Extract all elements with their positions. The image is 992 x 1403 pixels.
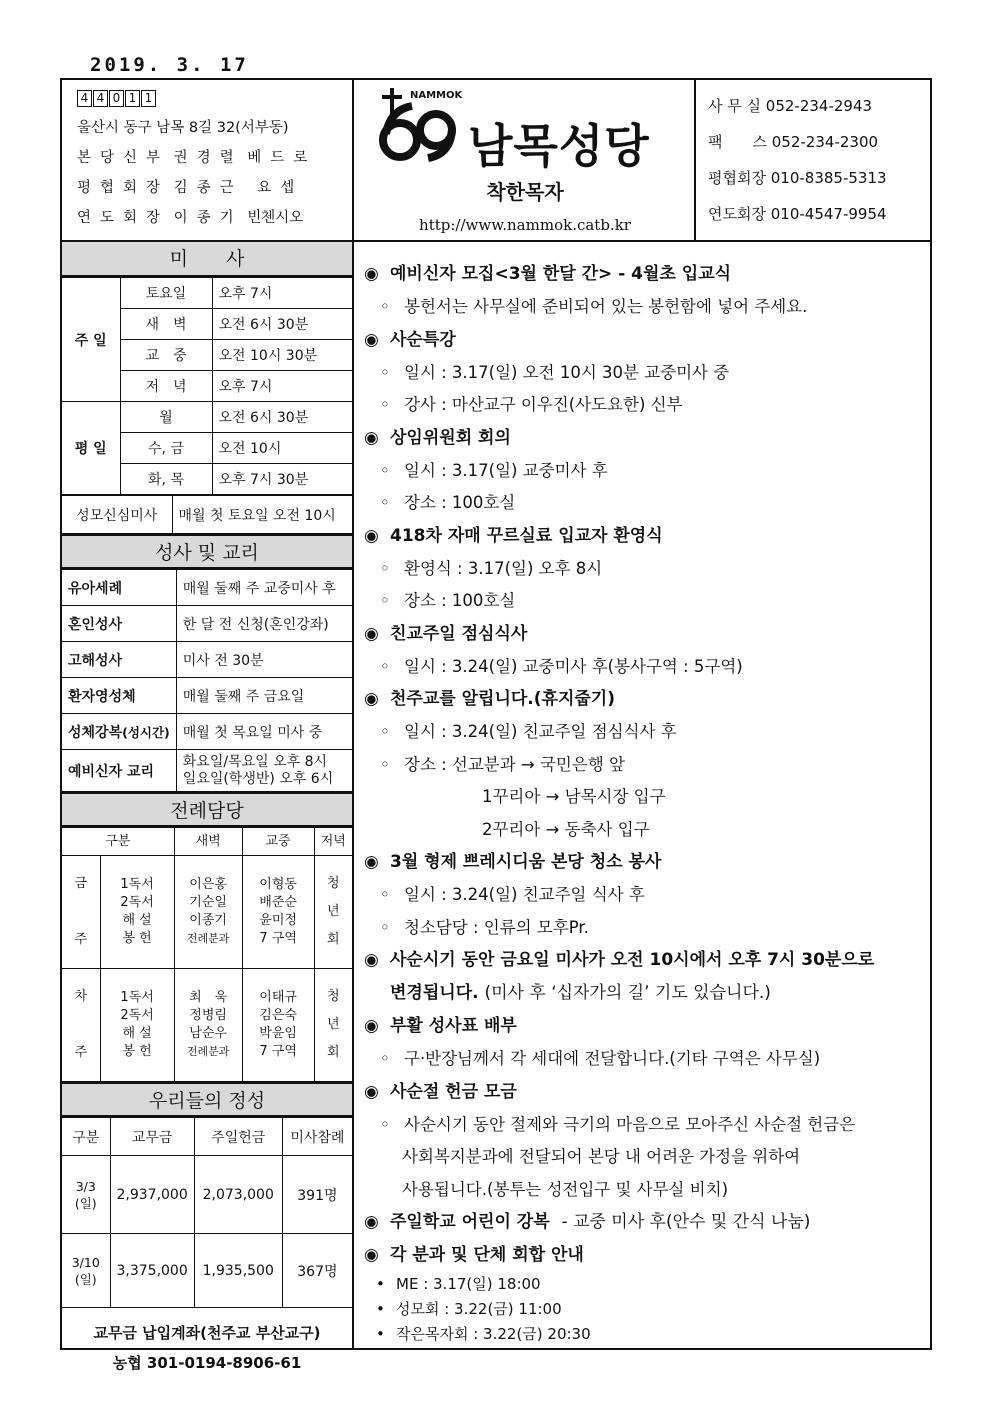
notice-item-text: 일시 : 3.24(일) 친교주일 점심식사 후 — [404, 722, 677, 741]
contact-value: 010-8385-5313 — [770, 169, 887, 187]
special-mass-label: 성모신심미사 — [62, 496, 172, 534]
sacrament-name-main: 성체강복 — [68, 724, 123, 741]
person: 윤미정 — [259, 913, 297, 928]
person: 김은숙 — [259, 1008, 297, 1023]
role: 봉 헌 — [122, 1044, 152, 1059]
sacrament-name: 환자영성체 — [62, 678, 176, 714]
sacrament-name: 유아세례 — [62, 570, 176, 606]
notice-mark-icon: ◉ — [364, 264, 379, 284]
staff-role: 연도회장 — [77, 210, 170, 226]
notice-item — [364, 291, 930, 324]
notice-item — [364, 585, 930, 618]
week-label-char: 주 — [74, 1045, 88, 1060]
sunday-label: 주 일 — [62, 278, 120, 402]
bullet-icon: ◦ — [380, 656, 390, 676]
evening-char: 회 — [327, 1045, 340, 1060]
notice-mark-icon: ◉ — [364, 525, 379, 546]
parish-info — [62, 80, 354, 240]
notice-mark-icon: ◉ — [364, 427, 379, 448]
contact-label: 사 무 실 — [708, 97, 762, 115]
bullet-icon: ◦ — [380, 1049, 390, 1068]
notice-title-text: 418차 자매 꾸르실료 입교자 환영식 — [390, 525, 663, 546]
bullet-icon: ◦ — [380, 722, 390, 741]
offering-header: 미사참례 — [282, 1118, 352, 1156]
notice-title-text: 천주교를 알립니다.(휴지줍기) — [390, 689, 615, 709]
mass-day: 월 — [120, 402, 212, 433]
notice-title — [364, 258, 930, 291]
liturgy-header: 새벽 — [174, 828, 242, 856]
liturgy-header: 교중 — [242, 828, 314, 856]
sacrament-name: 혼인성사 — [62, 606, 176, 642]
notice-mark-icon: ◉ — [364, 1081, 379, 1102]
small-bullet-icon: • — [376, 1275, 385, 1293]
offering-date — [62, 1156, 110, 1234]
weekday-label: 평 일 — [62, 402, 120, 495]
notice-title-text: 변경됩니다. — [390, 983, 479, 1003]
contact-label: 연도회장 — [708, 205, 766, 223]
notice-item — [364, 716, 930, 749]
liturgy-table — [62, 827, 352, 1082]
evening-char: 청 — [327, 876, 340, 891]
bullet-icon: ◦ — [380, 395, 390, 414]
liturgy-dawn — [174, 969, 242, 1082]
week-label-char: 차 — [74, 989, 88, 1004]
notice-item-cont: 1꾸리아 → 남목시장 입구 — [482, 787, 666, 806]
liturgy-evening — [314, 856, 352, 969]
notice-title-text: 사순시기 동안 금요일 미사가 오전 10시에서 오후 7시 30분으로 — [390, 950, 875, 970]
liturgy-dawn — [174, 856, 242, 969]
logo-area — [354, 80, 696, 240]
notice-item-text: 장소 : 100호실 — [404, 591, 516, 610]
mass-time: 오전 6시 30분 — [212, 402, 352, 433]
notice-title — [364, 520, 930, 553]
sacrament-desc: 매월 둘째 주 교중미사 후 — [176, 570, 352, 606]
role: 해 설 — [122, 913, 152, 928]
notice-item — [364, 879, 930, 912]
sacrament-desc: 매월 첫 목요일 미사 중 — [176, 714, 352, 750]
bullet-icon: ◦ — [380, 493, 390, 512]
notice-item — [364, 749, 930, 782]
zip-digit: 0 — [109, 90, 124, 107]
sacrament-desc: 미사 전 30분 — [176, 642, 352, 678]
date-text: 3/3 — [75, 1178, 96, 1194]
bullet-icon: ◦ — [380, 297, 390, 316]
mass-time: 오전 10시 30분 — [212, 340, 352, 371]
notice-mark-icon: ◉ — [364, 1212, 379, 1232]
date-text: 3/10 — [71, 1254, 100, 1270]
notice-mark-icon: ◉ — [364, 852, 379, 872]
role: 봉 헌 — [122, 931, 152, 946]
notice-item — [364, 651, 930, 684]
offering-date — [62, 1234, 110, 1308]
zip-digit: 4 — [77, 90, 92, 107]
offerings-table — [62, 1117, 352, 1308]
meeting-text: 성모회 : 3.22(금) 11:00 — [396, 1300, 562, 1318]
notice-item-text: 청소담당 : 인류의 모후Pr. — [404, 917, 589, 937]
offering-dues: 2,937,000 — [110, 1156, 194, 1234]
account-info — [62, 1308, 352, 1378]
notice-item — [364, 455, 930, 488]
contact-label: 팩 스 — [708, 133, 767, 151]
mass-time: 오후 7시 — [212, 371, 352, 402]
special-mass-table — [62, 495, 352, 534]
sacrament-desc — [176, 750, 352, 792]
notice-item — [364, 1043, 930, 1076]
meeting-text: 작은목자회 : 3.22(금) 20:30 — [396, 1325, 591, 1343]
week-label — [62, 856, 100, 969]
mass-day: 새 벽 — [120, 309, 212, 340]
mass-day: 화, 목 — [120, 464, 212, 495]
role: 1독서 — [120, 990, 154, 1005]
mass-day: 저 녁 — [120, 371, 212, 402]
contacts — [696, 80, 930, 240]
week-label-char: 주 — [74, 932, 88, 947]
sacrament-name-sub: (성시간) — [122, 724, 170, 740]
role: 2독서 — [120, 1008, 154, 1023]
notice-item-text: 사순시기 동안 절제와 극기의 마음으로 모아주신 사순절 헌금은 — [404, 1114, 856, 1134]
evening-char: 청 — [327, 989, 340, 1004]
notice-title — [364, 1076, 930, 1109]
liturgy-main — [242, 969, 314, 1082]
staff-role: 평협회장 — [77, 180, 170, 196]
evening-char: 회 — [327, 932, 340, 947]
notice-title — [364, 324, 930, 357]
mass-day: 토요일 — [120, 278, 212, 309]
meeting-text: ME : 3.17(일) 18:00 — [396, 1275, 541, 1293]
sacraments-table — [62, 569, 352, 792]
person: 남순우 — [189, 1026, 227, 1041]
notice-item — [364, 1109, 930, 1142]
offering-header: 주일헌금 — [194, 1118, 282, 1156]
notice-item-cont: 사회복지분과에 전달되어 본당 내 어려운 가정을 위하여 — [402, 1147, 801, 1166]
offering-header: 구분 — [62, 1118, 110, 1156]
zip-digit: 1 — [125, 90, 140, 107]
notice-mark-icon: ◉ — [364, 950, 379, 970]
contact-label: 평협회장 — [708, 169, 766, 187]
mass-day: 교 중 — [120, 340, 212, 371]
notice-mark-icon: ◉ — [364, 689, 379, 709]
notice-item-cont: 사용됩니다.(봉투는 성전입구 및 사무실 비치) — [402, 1179, 729, 1199]
sacrament-desc-line: 일요일(학생반) 오후 6시 — [182, 770, 334, 787]
bullet-icon: ◦ — [380, 885, 390, 904]
role: 해 설 — [122, 1026, 152, 1041]
staff-role: 본당신부 — [77, 150, 170, 166]
offering-attendance: 367명 — [282, 1234, 352, 1308]
notice-item — [364, 553, 930, 586]
day-text: (일) — [74, 1195, 97, 1211]
liturgy-roles — [100, 856, 174, 969]
notice-item-text: 장소 : 100호실 — [404, 493, 516, 512]
mass-time: 오후 7시 30분 — [212, 464, 352, 495]
notice-item-text: 일시 : 3.24(일) 친교주일 식사 후 — [404, 885, 645, 904]
website-link[interactable]: http://www.nammok.catb.kr — [419, 216, 631, 234]
person: 최 욱 — [189, 990, 228, 1005]
notice-title-text: 주일학교 어린이 강복 — [390, 1212, 550, 1232]
sacrament-desc: 한 달 전 신청(혼인강좌) — [176, 606, 352, 642]
notice-title-text: 부활 성사표 배부 — [390, 1016, 517, 1036]
offerings-title: 우리들의 정성 — [62, 1082, 352, 1117]
person: 이태규 — [259, 990, 297, 1005]
zip-code — [77, 90, 352, 107]
offering-header: 교무금 — [110, 1118, 194, 1156]
contact-value: 052-234-2300 — [771, 133, 879, 151]
staff-row — [77, 203, 352, 233]
notice-item-text: 구·반장님께서 각 세대에 전달합니다.(기타 구역은 사무실) — [404, 1049, 821, 1068]
notice-item — [364, 487, 930, 520]
notice-title — [364, 1239, 930, 1272]
person: 이종기 — [189, 913, 227, 928]
notice-title — [364, 422, 930, 455]
liturgy-header: 저녁 — [314, 828, 352, 856]
bullet-icon: ◦ — [380, 362, 390, 382]
notice-item-text: 장소 : 선교분과 → 국민은행 앞 — [404, 754, 625, 774]
meeting-item — [364, 1297, 930, 1322]
logo-text: 남목성당 — [468, 119, 650, 173]
address: 울산시 동구 남목 8길 32(서부동) — [77, 120, 289, 136]
staff-name: 이종기 — [173, 210, 243, 226]
person: 전례분과 — [186, 932, 230, 945]
role: 2독서 — [120, 895, 154, 910]
notice-item — [364, 912, 930, 945]
offering-collection: 1,935,500 — [194, 1234, 282, 1308]
notice-title-text: 각 분과 및 단체 회합 안내 — [390, 1245, 584, 1265]
staff-saint: 베드로 — [247, 150, 317, 166]
liturgy-evening — [314, 969, 352, 1082]
staff-name: 권경렬 — [173, 150, 243, 166]
notice-item-text: 봉헌서는 사무실에 준비되어 있는 봉헌함에 넣어 주세요. — [404, 297, 808, 316]
role: 1독서 — [120, 877, 154, 892]
notice-title-text: 사순특강 — [390, 329, 456, 350]
notice-title — [364, 944, 930, 977]
person: 이형동 — [259, 877, 297, 892]
evening-char: 년 — [327, 904, 340, 919]
meeting-item — [364, 1272, 930, 1297]
sacrament-desc-line: 화요일/목요일 오후 8시 — [182, 753, 328, 770]
person: 박윤임 — [259, 1026, 297, 1041]
day-text: (일) — [74, 1271, 97, 1287]
sacrament-desc: 매월 둘째 주 금요일 — [176, 678, 352, 714]
notice-item-text: 일시 : 3.17(일) 오전 10시 30분 교중미사 중 — [404, 362, 730, 382]
mass-day: 수, 금 — [120, 433, 212, 464]
zip-digit: 4 — [93, 90, 108, 107]
notice-title — [364, 1206, 930, 1239]
bullet-icon: ◦ — [380, 460, 390, 480]
mass-table — [62, 277, 352, 495]
notice-item — [364, 357, 930, 390]
sacraments-title: 성사 및 교리 — [62, 534, 352, 569]
person: 7 구역 — [259, 1044, 297, 1059]
sacrament-name — [62, 714, 176, 750]
contact-row — [708, 166, 930, 202]
slogan: 착한목자 — [486, 180, 564, 204]
notice-mark-icon: ◉ — [364, 1016, 379, 1036]
small-bullet-icon: • — [376, 1325, 385, 1343]
mass-time: 오후 7시 — [212, 278, 352, 309]
contact-value: 052-234-2943 — [765, 97, 873, 115]
liturgy-main — [242, 856, 314, 969]
sacrament-name: 고해성사 — [62, 642, 176, 678]
notice-title-text: 사순절 헌금 모금 — [390, 1081, 517, 1102]
week-label-char: 금 — [74, 876, 88, 891]
contact-row — [708, 94, 930, 130]
notice-title-text: 3월 형제 쁘레시디움 본당 청소 봉사 — [390, 852, 662, 872]
staff-row — [77, 173, 352, 203]
offering-collection: 2,073,000 — [194, 1156, 282, 1234]
notice-title — [364, 846, 930, 879]
staff-saint: 요셉 — [257, 180, 304, 196]
mass-title: 미 사 — [62, 242, 352, 277]
liturgy-title: 전례담당 — [62, 792, 352, 827]
person: 전례분과 — [186, 1045, 230, 1058]
bulletin-date: 2019. 3. 17 — [90, 54, 249, 76]
account-line: 교무금 납입계좌(천주교 부산교구) — [93, 1324, 321, 1342]
notice-item-text: 환영식 : 3.17(일) 오후 8시 — [404, 558, 603, 578]
liturgy-header: 구분 — [62, 828, 174, 856]
mass-time: 오전 6시 30분 — [212, 309, 352, 340]
notice-item-cont: 2꾸리아 → 동축사 입구 — [482, 819, 650, 839]
notice-title-note: - 교중 미사 후(안수 및 간식 나눔) — [561, 1212, 811, 1232]
bullet-icon: ◦ — [380, 591, 390, 610]
evening-char: 년 — [327, 1017, 340, 1032]
person: 정병림 — [189, 1008, 227, 1023]
notice-title — [364, 683, 930, 716]
notice-item-text: 일시 : 3.17(일) 교중미사 후 — [404, 460, 608, 480]
notice-mark-icon: ◉ — [364, 329, 379, 350]
notice-title-text: 예비신자 모집<3월 한달 간> - 4월초 입교식 — [390, 264, 732, 284]
staff-saint: 빈첸시오 — [247, 210, 304, 226]
left-column — [62, 242, 354, 1372]
notice-title-note: (미사 후 ‘십자가의 길’ 기도 있습니다.) — [484, 983, 771, 1003]
notice-title-text: 상임위원회 회의 — [390, 427, 511, 448]
notice-title-text: 친교주일 점심식사 — [390, 623, 528, 644]
notice-item-text: 강사 : 마산교구 이우진(사도요한) 신부 — [404, 395, 683, 414]
small-bullet-icon: • — [376, 1300, 385, 1318]
zip-digit: 1 — [141, 90, 156, 107]
notice-title — [364, 1010, 930, 1043]
parish-logo — [372, 88, 682, 173]
bulletin-frame — [60, 78, 932, 1372]
account-line: 농협 301-0194-8906-61 — [112, 1354, 302, 1372]
contact-value: 010-4547-9954 — [770, 205, 887, 223]
liturgy-roles — [100, 969, 174, 1082]
notice-mark-icon: ◉ — [364, 1245, 379, 1265]
mass-time: 오전 10시 — [212, 433, 352, 464]
notice-mark-icon: ◉ — [364, 623, 379, 644]
notice-title — [364, 618, 930, 651]
person: 7 구역 — [259, 931, 297, 946]
offering-dues: 3,375,000 — [110, 1234, 194, 1308]
staff-row — [77, 143, 352, 173]
header — [62, 80, 930, 242]
bullet-icon: ◦ — [380, 917, 390, 937]
logo-nammok: NAMMOK — [410, 90, 463, 101]
bullet-icon: ◦ — [380, 1114, 390, 1134]
notice-item — [364, 389, 930, 422]
person: 기순일 — [189, 895, 227, 910]
notices — [354, 242, 930, 1350]
meeting-item — [364, 1322, 930, 1347]
staff-name: 김종근 — [173, 180, 243, 196]
offering-attendance: 391명 — [282, 1156, 352, 1234]
notice-item-text: 일시 : 3.24(일) 교중미사 후(봉사구역 : 5구역) — [404, 656, 743, 676]
notice-title-cont — [364, 977, 930, 1010]
week-label — [62, 969, 100, 1082]
sacrament-name: 예비신자 교리 — [62, 750, 176, 792]
contact-row — [708, 202, 930, 238]
bullet-icon: ◦ — [380, 754, 390, 774]
person: 배준순 — [259, 895, 297, 910]
bullet-icon: ◦ — [380, 558, 390, 578]
special-mass-time: 매월 첫 토요일 오전 10시 — [172, 496, 352, 534]
contact-row — [708, 130, 930, 166]
person: 이은홍 — [189, 877, 227, 892]
